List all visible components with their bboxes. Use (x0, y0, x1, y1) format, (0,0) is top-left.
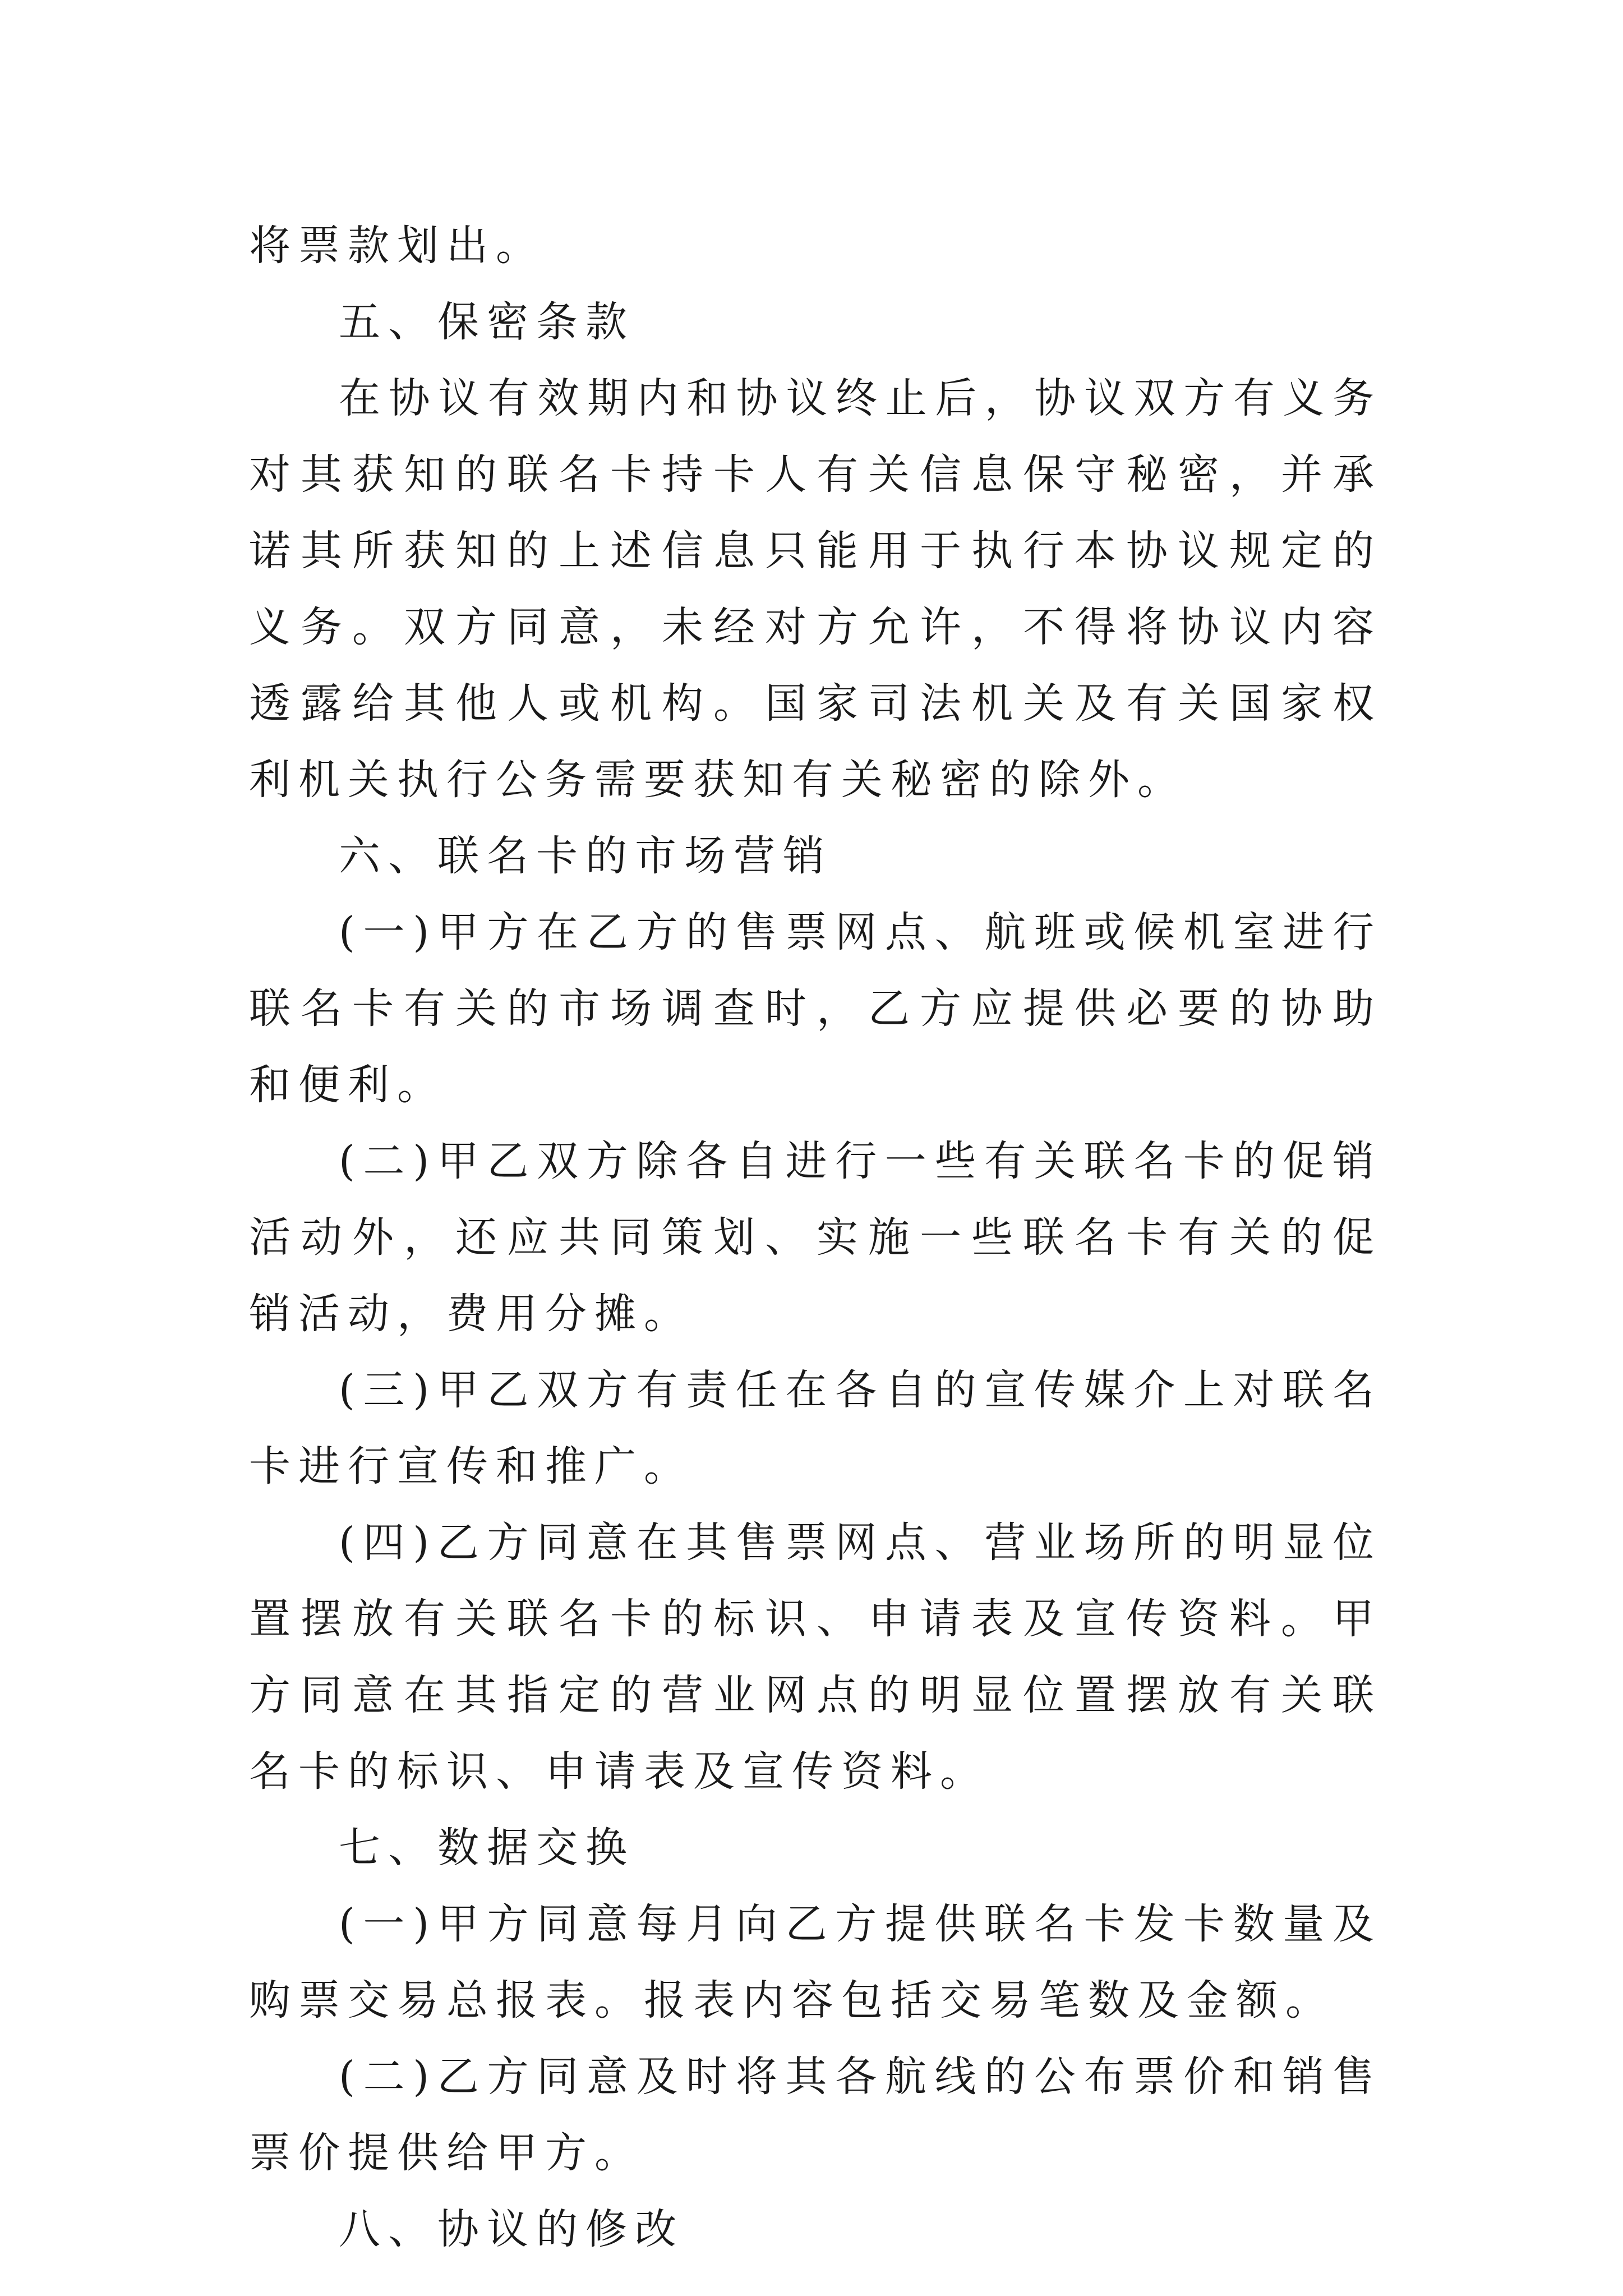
section-heading-confidentiality: 五、保密条款 (339, 298, 635, 346)
paragraph-confidentiality: 在协议有效期内和协议终止后，协议双方有义务对其获知的联名卡持卡人有关信息保守秘密，并承诺其所获知的上述信息只能用于执行本协议规定的义务。双方同意，未经对方允许，不得将协议内容透露给其他人或机构。国家司法机关及有关国家权利机关执行公务需要获知有关秘密的除外。 (249, 374, 1382, 804)
section-heading-marketing: 六、联名卡的市场营销 (339, 832, 832, 880)
paragraph-data-exchange-2: (二)乙方同意及时将其各航线的公布票价和销售票价提供给甲方。 (249, 2053, 1382, 2177)
paragraph-marketing-4: (四)乙方同意在其售票网点、营业场所的明显位置摆放有关联名卡的标识、申请表及宣传资料。甲方同意在其指定的营业网点的明显位置摆放有关联名卡的标识、申请表及宣传资料。 (249, 1519, 1382, 1796)
paragraph-marketing-3: (三)甲乙双方有责任在各自的宣传媒介上对联名卡进行宣传和推广。 (249, 1366, 1382, 1490)
document-body (249, 208, 1382, 2267)
paragraph-continuation: 将票款划出。 (249, 222, 545, 270)
section-heading-data-exchange: 七、数据交换 (339, 1824, 635, 1872)
paragraph-marketing-1: (一)甲方在乙方的售票网点、航班或候机室进行联名卡有关的市场调查时，乙方应提供必要的协助和便利。 (249, 908, 1382, 1109)
paragraph-marketing-2: (二)甲乙双方除各自进行一些有关联名卡的促销活动外，还应共同策划、实施一些联名卡有关的促销活动，费用分摊。 (249, 1137, 1382, 1338)
section-heading-amendment: 八、协议的修改 (339, 2205, 684, 2253)
paragraph-data-exchange-1: (一)甲方同意每月向乙方提供联名卡发卡数量及购票交易总报表。报表内容包括交易笔数及金额。 (249, 1900, 1382, 2024)
